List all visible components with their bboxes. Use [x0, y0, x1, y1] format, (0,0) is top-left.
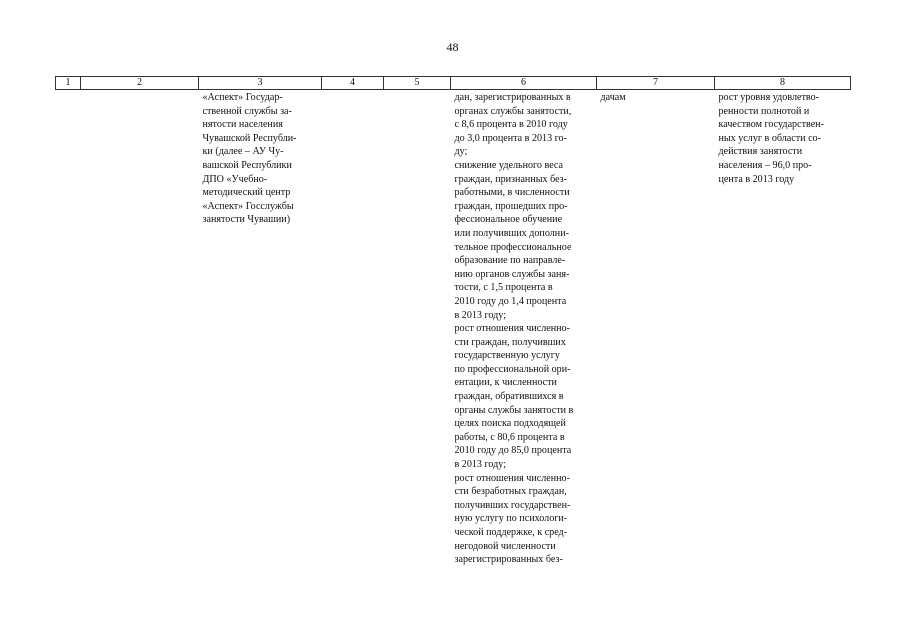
cell-text-line: вашской Республики: [202, 159, 292, 171]
table-row: [56, 90, 851, 567]
cell-text-line: нию органов службы заня-: [454, 268, 570, 280]
cell-text-line: занятости Чувашии): [202, 214, 291, 226]
cell-text-line: рост отношения численно-: [454, 323, 570, 335]
cell-text-line: в 2013 году;: [454, 309, 506, 321]
table-header-row: [56, 77, 851, 90]
cell-text-line: методический центр: [202, 187, 291, 199]
page-number: 48: [446, 40, 459, 54]
cell-text-line: ентации, к численности: [454, 377, 557, 389]
cell-text-line: снижение удельного веса: [454, 159, 564, 171]
column-header-8: 8: [715, 77, 851, 90]
cell-text-line: негодовой численности: [454, 540, 556, 552]
cell-text-line: зарегистрированных без-: [454, 554, 563, 566]
column-header-2: 2: [81, 77, 199, 90]
cell-text-line: ду;: [454, 146, 468, 158]
program-table: [55, 76, 851, 567]
cell-text-line: рост отношения численно-: [454, 472, 570, 484]
cell-text-line: Чувашской Республи-: [202, 132, 297, 144]
cell-text-line: ную услугу по психологи-: [454, 513, 568, 525]
cell-text-line: дан, зарегистрированных в: [454, 92, 571, 103]
cell-text-line: целях поиска подходящей: [454, 418, 566, 430]
cell-text-line: качеством государствен-: [718, 119, 824, 131]
cell-text-line: действия занятости: [718, 146, 803, 158]
cell-text-line: ственной службы за-: [202, 105, 292, 117]
cell-text-line: образование по направле-: [454, 255, 566, 267]
cell-text-line: рост уровня удовлетво-: [718, 92, 819, 103]
cell-text-line: граждан, признанных без-: [454, 173, 568, 185]
cell-text-line: государственную услугу: [454, 350, 560, 362]
cell-text-line: работными, в численности: [454, 187, 570, 199]
cell-col6: [451, 90, 597, 567]
cell-text-line: цента в 2013 году: [718, 173, 795, 185]
column-header-5: 5: [384, 77, 451, 90]
column-header-6: 6: [451, 77, 597, 90]
cell-text-line: граждан, обратившихся в: [454, 391, 564, 403]
cell-text-line: органах службы занятости,: [454, 105, 572, 117]
cell-text-line: ных услуг в области со-: [718, 132, 821, 144]
cell-text-line: «Аспект» Государ-: [202, 92, 283, 103]
cell-text-line: органы службы занятости в: [454, 404, 574, 416]
cell-col3: [199, 90, 322, 567]
cell-text-line: получивших государствен-: [454, 499, 571, 511]
cell-text-line: дачам: [600, 92, 626, 103]
cell-text-line: граждан, прошедших про-: [454, 200, 568, 212]
cell-text-line: тельное профессиональное: [454, 241, 572, 253]
cell-col1: [56, 90, 81, 567]
cell-text-line: до 3,0 процента в 2013 го-: [454, 132, 567, 144]
cell-text-line: по профессиональной ори-: [454, 363, 571, 375]
cell-text-line: ДПО «Учебно-: [202, 173, 268, 185]
column-header-3: 3: [199, 77, 322, 90]
cell-text-line: ки (далее – АУ Чу-: [202, 146, 284, 158]
cell-col7: [597, 90, 715, 567]
cell-text-line: с 8,6 процента в 2010 году: [454, 119, 568, 131]
cell-text-line: сти безработных граждан,: [454, 486, 567, 498]
cell-text-line: фессиональное обучение: [454, 214, 563, 226]
column-header-4: 4: [322, 77, 384, 90]
cell-col4: [322, 90, 384, 567]
cell-text-line: 2010 году до 1,4 процента: [454, 295, 567, 307]
cell-text-line: в 2013 году;: [454, 459, 506, 471]
cell-text-line: нятости населения: [202, 119, 283, 131]
cell-col2: [81, 90, 199, 567]
cell-text-line: ческой поддержке, к сред-: [454, 527, 568, 538]
cell-text-line: населения – 96,0 про-: [718, 159, 812, 171]
cell-text-line: тости, с 1,5 процента в: [454, 282, 553, 294]
cell-text-line: 2010 году до 85,0 процента: [454, 445, 572, 457]
cell-text-line: или получивших дополни-: [454, 227, 569, 239]
cell-col5: [384, 90, 451, 567]
cell-text-line: работы, с 80,6 процента в: [454, 431, 565, 443]
cell-col8: [715, 90, 851, 567]
cell-text-line: сти граждан, получивших: [454, 336, 566, 348]
column-header-7: 7: [597, 77, 715, 90]
column-header-1: 1: [56, 77, 81, 90]
cell-text-line: ренности полнотой и: [718, 105, 810, 117]
cell-text-line: «Аспект» Госслужбы: [202, 200, 294, 212]
